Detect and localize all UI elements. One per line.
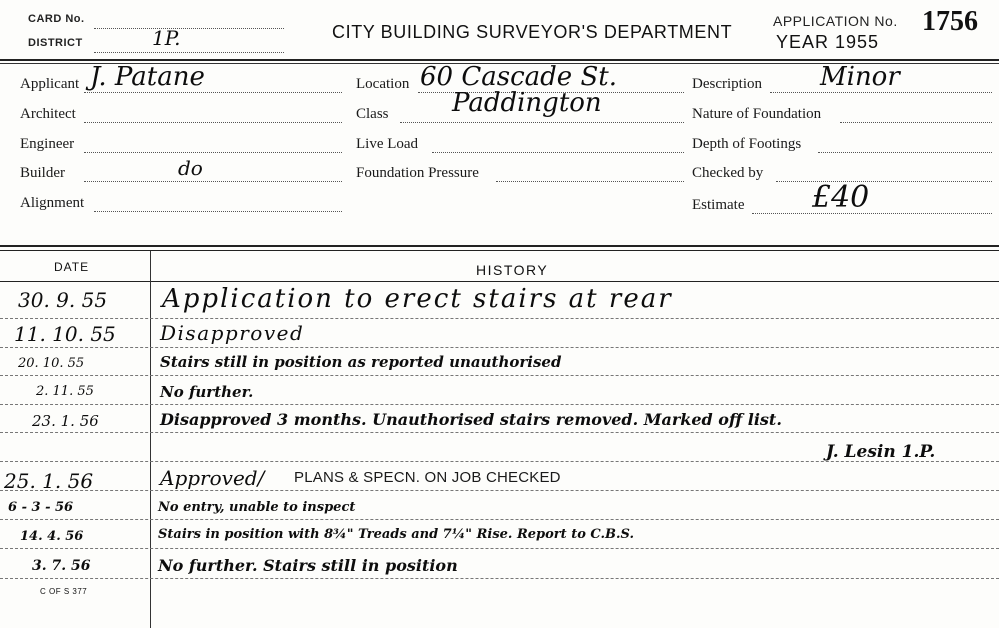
- year-label: YEAR 1955: [776, 32, 880, 52]
- history-date: 11. 10. 55: [14, 322, 116, 346]
- foundation-pressure-line: [496, 181, 684, 182]
- header-divider: [0, 59, 999, 61]
- applicant-label: Applicant: [20, 76, 80, 92]
- inspector-signature: J. Lesin 1.P.: [826, 442, 936, 462]
- alignment-line: [94, 211, 342, 212]
- row-rule: [0, 432, 999, 433]
- applicant-line: [84, 92, 342, 93]
- checked-by-label: Checked by: [692, 165, 764, 181]
- history-date: 3. 7. 56: [32, 558, 91, 574]
- history-entry: Stairs still in position as reported unauthorised: [160, 353, 562, 371]
- live-load-line: [432, 152, 684, 153]
- row-rule: [0, 375, 999, 376]
- description-value: Minor: [820, 62, 900, 92]
- builder-value: do: [178, 156, 203, 180]
- builder-line: [84, 181, 342, 182]
- estimate-line: [752, 213, 992, 214]
- history-date: 25. 1. 56: [4, 469, 94, 493]
- district-value: 1P.: [152, 26, 181, 50]
- checked-by-line: [776, 181, 992, 182]
- application-label: APPLICATION No.: [773, 13, 898, 29]
- card-no-label: CARD No.: [28, 13, 85, 25]
- architect-line: [84, 122, 342, 123]
- history-entry: Stairs in position with 8¾" Treads and 7¼" Rise. Report to C.B.S.: [158, 527, 634, 542]
- history-date: 20. 10. 55: [18, 356, 85, 371]
- history-entry: Disapproved 3 months. Unauthorised stairs removed. Marked off list.: [160, 410, 782, 429]
- class-label: Class: [356, 106, 389, 122]
- row-rule: [0, 490, 999, 491]
- history-date: 23. 1. 56: [32, 412, 99, 430]
- live-load-label: Live Load: [356, 136, 419, 152]
- engineer-line: [84, 152, 342, 153]
- application-number: 1756: [922, 6, 978, 37]
- department-title: CITY BUILDING SURVEYOR'S DEPARTMENT: [332, 22, 733, 42]
- class-line: [400, 122, 684, 123]
- row-rule: [0, 347, 999, 348]
- applicant-value: J. Patane: [90, 62, 205, 92]
- builder-label: Builder: [20, 165, 65, 181]
- plans-checked-stamp: PLANS & SPECN. ON JOB CHECKED: [294, 469, 561, 486]
- district-line: [94, 52, 284, 53]
- depth-of-footings-label: Depth of Footings: [692, 136, 802, 152]
- form-code: C OF S 377: [40, 587, 88, 596]
- description-line: [770, 92, 992, 93]
- history-date: 6 - 3 - 56: [8, 500, 74, 515]
- row-rule: [0, 548, 999, 549]
- card-no-line: [94, 28, 284, 29]
- row-rule: [0, 404, 999, 405]
- architect-label: Architect: [20, 106, 76, 122]
- depth-of-footings-line: [818, 152, 992, 153]
- estimate-label: Estimate: [692, 197, 745, 213]
- history-date: 30. 9. 55: [18, 288, 108, 312]
- date-column-header: DATE: [54, 260, 90, 274]
- nature-of-foundation-line: [840, 122, 992, 123]
- row-rule: [0, 519, 999, 520]
- class-value: Paddington: [452, 88, 602, 118]
- location-label: Location: [356, 76, 410, 92]
- nature-of-foundation-label: Nature of Foundation: [692, 106, 822, 122]
- history-entry: Approved/: [160, 466, 265, 490]
- alignment-label: Alignment: [20, 195, 85, 211]
- history-entry: No further. Stairs still in position: [158, 556, 458, 575]
- foundation-pressure-label: Foundation Pressure: [356, 165, 479, 181]
- table-top-border: [0, 245, 999, 247]
- history-entry: No further.: [160, 383, 254, 401]
- history-column-header: HISTORY: [476, 262, 549, 278]
- engineer-label: Engineer: [20, 136, 75, 152]
- district-label: DISTRICT: [28, 37, 83, 49]
- history-entry: Application to erect stairs at rear: [162, 284, 673, 314]
- date-column-divider: [150, 251, 151, 628]
- row-rule: [0, 578, 999, 579]
- history-entry: No entry, unable to inspect: [158, 500, 356, 515]
- history-date: 14. 4. 56: [20, 529, 84, 544]
- location-value: 60 Cascade St.: [420, 62, 617, 92]
- row-rule: [0, 318, 999, 319]
- history-date: 2. 11. 55: [36, 384, 94, 399]
- history-entry: Disapproved: [160, 321, 305, 345]
- estimate-value: £40: [812, 180, 870, 215]
- description-label: Description: [692, 76, 762, 92]
